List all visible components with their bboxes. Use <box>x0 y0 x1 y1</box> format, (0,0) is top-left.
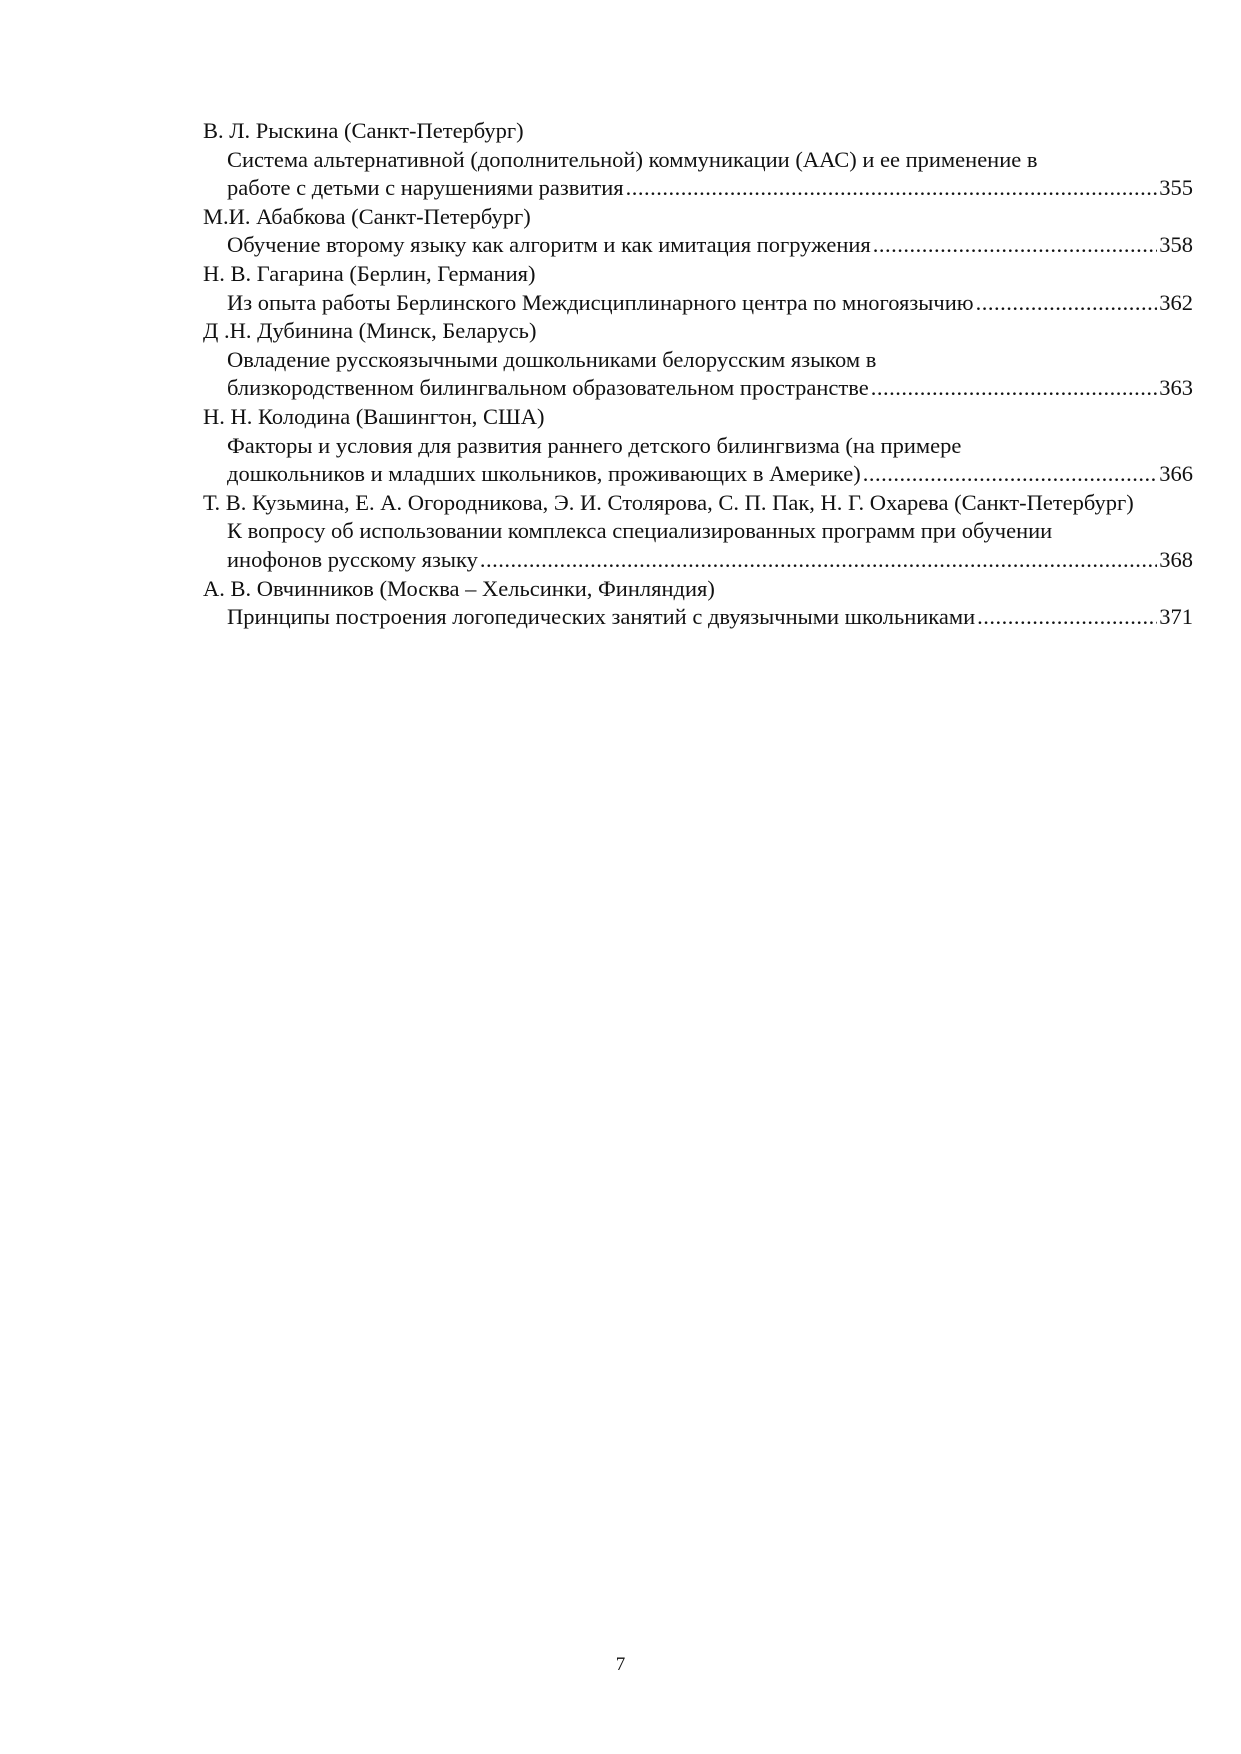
toc-entry-title-line: Овладение русскоязычными дошкольниками белорусским языком в <box>227 346 877 372</box>
toc-entry-title-line: близкородственном билингвальном образовательном пространстве <box>227 375 869 401</box>
dot-leader <box>873 231 1157 260</box>
page-number: 7 <box>615 1654 626 1675</box>
toc-entry-page-number: 366 <box>1159 461 1193 487</box>
toc-entry-title-with-page <box>203 603 1193 632</box>
toc-entry-title-line: К вопросу об использовании комплекса специализированных программ при обучении <box>227 518 1053 544</box>
table-of-contents <box>203 117 1193 632</box>
toc-entry-page-number: 355 <box>1159 175 1193 201</box>
toc-entry-page-number: 368 <box>1159 546 1193 572</box>
toc-entry-page-number: 362 <box>1159 289 1193 315</box>
toc-entry-title-line: Принципы построения логопедических занятий с двуязычными школьниками <box>227 604 976 630</box>
toc-entry-title-line: Факторы и условия для развития раннего детского билингвизма (на примере <box>227 432 962 458</box>
toc-entry-author: Д .Н. Дубинина (Минск, Беларусь) <box>203 318 537 344</box>
toc-entry-page-number: 371 <box>1159 604 1193 630</box>
toc-entry <box>203 317 1193 403</box>
dot-leader <box>976 289 1158 318</box>
toc-entry-title-with-page <box>203 546 1193 575</box>
toc-entry-author: А. В. Овчинников (Москва – Хельсинки, Финляндия) <box>203 575 715 601</box>
toc-entry-title-with-page <box>203 460 1193 489</box>
dot-leader <box>977 603 1157 632</box>
toc-entry-title-line: работе с детьми с нарушениями развития <box>227 175 624 201</box>
toc-entry <box>203 403 1193 489</box>
toc-entry-title-with-page <box>203 374 1193 403</box>
toc-entry <box>203 489 1193 575</box>
toc-entry-page-number: 358 <box>1159 232 1193 258</box>
toc-entry-author: Т. В. Кузьмина, Е. А. Огородникова, Э. И. Столярова, С. П. Пак, Н. Г. Охарева (Санкт-Петербург) <box>203 489 1134 515</box>
toc-entry-author: Н. В. Гагарина (Берлин, Германия) <box>203 260 536 286</box>
toc-entry-title-with-page <box>203 174 1193 203</box>
toc-entry-title-line: Система альтернативной (дополнительной) коммуникации (ААС) и ее применение в <box>227 146 1038 172</box>
dot-leader <box>871 374 1158 403</box>
toc-entry-author: Н. Н. Колодина (Вашингтон, США) <box>203 403 545 429</box>
toc-entry-title-line: Обучение второму языку как алгоритм и как имитация погружения <box>227 232 871 258</box>
dot-leader <box>863 460 1157 489</box>
dot-leader <box>480 546 1157 575</box>
toc-entry-title-line: Из опыта работы Берлинского Междисциплинарного центра по многоязычию <box>227 289 974 315</box>
toc-entry-title-with-page <box>203 289 1193 318</box>
toc-entry-page-number: 363 <box>1159 375 1193 401</box>
toc-entry-author: М.И. Абабкова (Санкт-Петербург) <box>203 203 531 229</box>
toc-entry-title-line: дошкольников и младших школьников, проживающих в Америке) <box>227 461 861 487</box>
toc-entry-title-with-page <box>203 231 1193 260</box>
dot-leader <box>626 174 1158 203</box>
toc-entry <box>203 260 1193 317</box>
toc-entry <box>203 203 1193 260</box>
toc-entry-author: В. Л. Рыскина (Санкт-Петербург) <box>203 118 524 143</box>
toc-entry <box>203 575 1193 632</box>
toc-entry-title-line: инофонов русскому языку <box>227 546 478 572</box>
toc-entry <box>203 117 1193 203</box>
